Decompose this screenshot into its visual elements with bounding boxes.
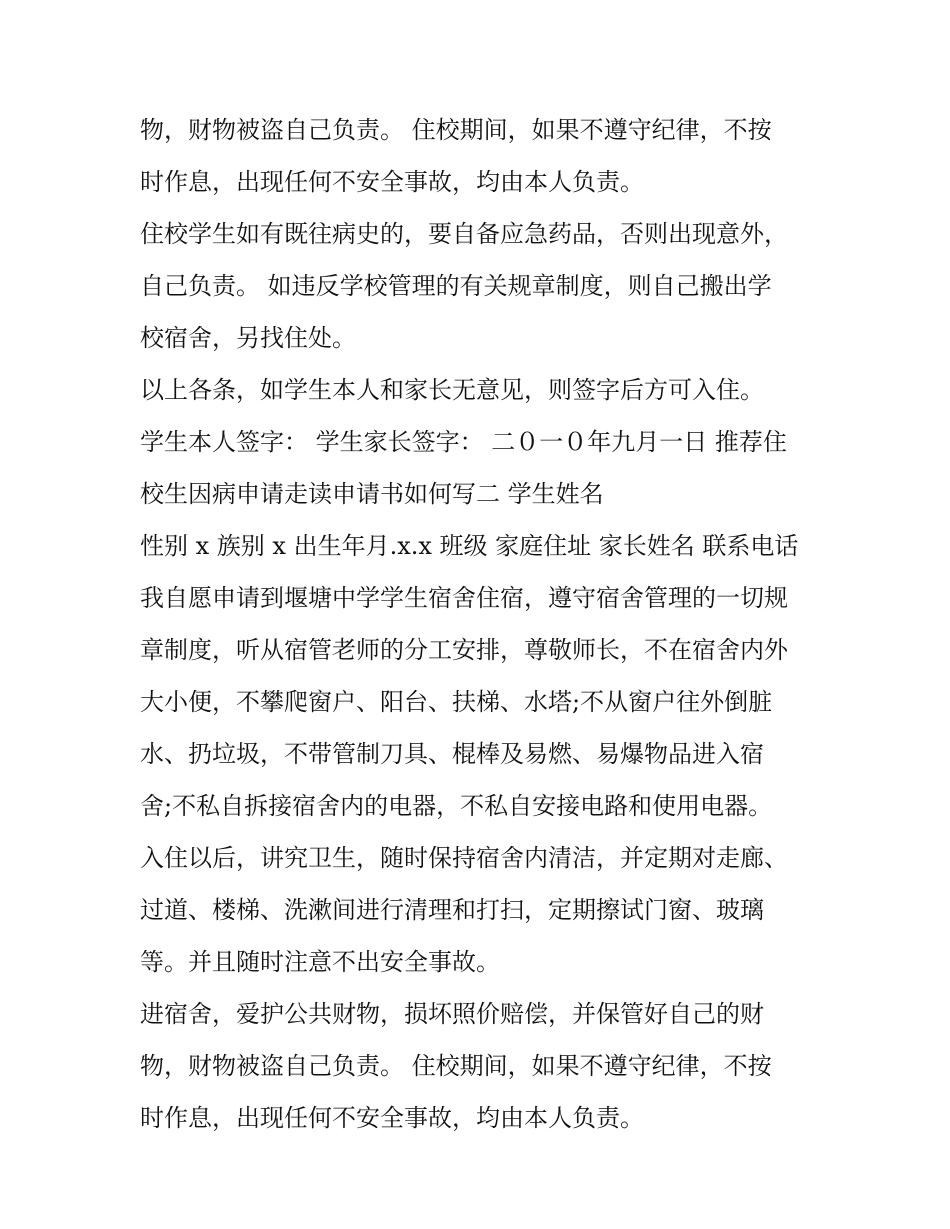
- text-line: 我自愿申请到堰塘中学学生宿舍住宿，遵守宿舍管理的一切规: [140, 584, 788, 612]
- text-line: 性别 x 族别 x 出生年月.x.x 班级 家庭住址 家长姓名 联系电话: [140, 532, 799, 560]
- text-line: 入住以后，讲究卫生，随时保持宿舍内清洁，并定期对走廊、: [140, 844, 788, 872]
- text-line: 住校学生如有既往病史的，要自备应急药品，否则出现意外，: [140, 220, 788, 248]
- text-line: 舍;不私自拆接宿舍内的电器，不私自安接电路和使用电器。: [140, 792, 773, 820]
- text-line: 自己负责。 如违反学校管理的有关规章制度，则自己搬出学: [140, 272, 772, 300]
- text-line: 水、扔垃圾，不带管制刀具、棍棒及易燃、易爆物品进入宿: [140, 740, 764, 768]
- text-line: 时作息，出现任何不安全事故，均由本人负责。: [140, 1104, 644, 1132]
- text-line: 时作息，出现任何不安全事故，均由本人负责。: [140, 168, 644, 196]
- text-line: 进宿舍，爱护公共财物，损坏照价赔偿，并保管好自己的财: [140, 1000, 764, 1028]
- text-line: 章制度，听从宿管老师的分工安排，尊敬师长，不在宿舍内外: [140, 636, 788, 664]
- text-line: 学生本人签字： 学生家长签字： 二０一０年九月一日 推荐住: [140, 428, 787, 456]
- document-body: [140, 104, 820, 1144]
- text-line: 大小便，不攀爬窗户、阳台、扶梯、水塔;不从窗户往外倒脏: [140, 688, 773, 716]
- text-line: 校宿舍，另找住处。: [140, 324, 356, 352]
- text-line: 等。并且随时注意不出安全事故。: [140, 948, 500, 976]
- text-line: 物，财物被盗自己负责。 住校期间，如果不遵守纪律，不按: [140, 116, 772, 144]
- text-line: 校生因病申请走读申请书如何写二 学生姓名: [140, 480, 604, 508]
- text-line: 以上各条，如学生本人和家长无意见，则签字后方可入住。: [140, 376, 764, 404]
- text-line: 物，财物被盗自己负责。 住校期间，如果不遵守纪律，不按: [140, 1052, 772, 1080]
- text-line: 过道、楼梯、洗漱间进行清理和打扫，定期擦试门窗、玻璃: [140, 896, 764, 924]
